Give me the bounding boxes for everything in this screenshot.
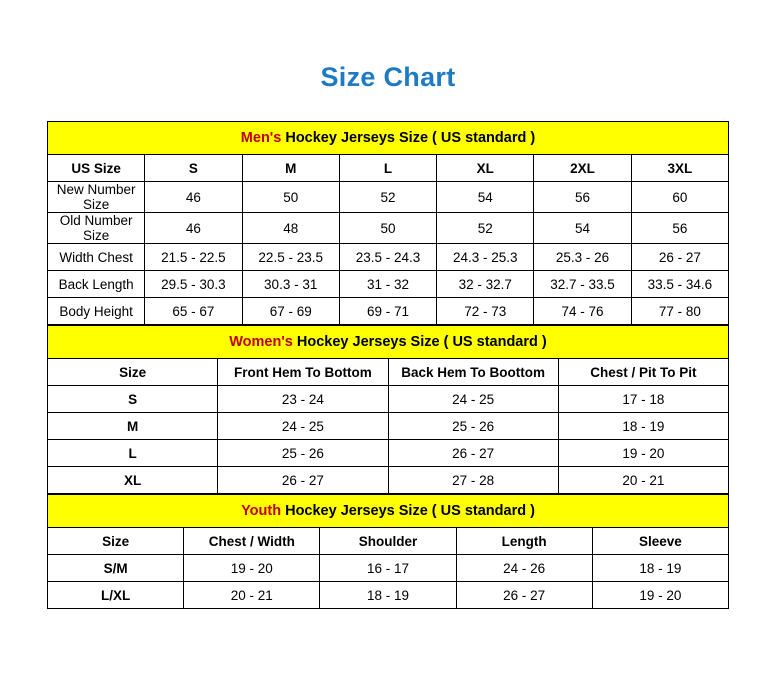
womens-banner-rest: Hockey Jerseys Size ( US standard ) xyxy=(292,334,547,350)
womens-header-cell: Front Hem To Bottom xyxy=(218,359,388,386)
table-row xyxy=(48,440,729,467)
table-cell: 65 - 67 xyxy=(145,298,242,325)
womens-banner-accent: Women's xyxy=(229,334,293,350)
table-cell: 54 xyxy=(437,182,534,213)
table-cell: 67 - 69 xyxy=(242,298,339,325)
table-cell: 18 - 19 xyxy=(558,413,728,440)
table-cell: 32 - 32.7 xyxy=(437,271,534,298)
youth-header-cell: Sleeve xyxy=(592,528,728,555)
table-cell: 30.3 - 31 xyxy=(242,271,339,298)
row-label: M xyxy=(48,413,218,440)
table-cell: 26 - 27 xyxy=(631,244,728,271)
table-cell: 23 - 24 xyxy=(218,386,388,413)
table-cell: 25.3 - 26 xyxy=(534,244,631,271)
table-cell: 25 - 26 xyxy=(218,440,388,467)
table-cell: 26 - 27 xyxy=(218,467,388,494)
youth-header-cell: Length xyxy=(456,528,592,555)
row-label: S xyxy=(48,386,218,413)
youth-banner-accent: Youth xyxy=(241,503,282,519)
table-row xyxy=(48,182,729,213)
mens-header-cell: M xyxy=(242,155,339,182)
mens-header-cell: 2XL xyxy=(534,155,631,182)
table-cell: 50 xyxy=(242,182,339,213)
table-cell: 25 - 26 xyxy=(388,413,558,440)
table-row xyxy=(48,555,729,582)
mens-header-cell: XL xyxy=(437,155,534,182)
table-row xyxy=(48,467,729,494)
table-cell: 20 - 21 xyxy=(184,582,320,609)
youth-header-cell: Shoulder xyxy=(320,528,456,555)
table-cell: 18 - 19 xyxy=(320,582,456,609)
table-cell: 69 - 71 xyxy=(339,298,436,325)
table-cell: 23.5 - 24.3 xyxy=(339,244,436,271)
table-cell: 48 xyxy=(242,213,339,244)
womens-header-cell: Back Hem To Boottom xyxy=(388,359,558,386)
table-cell: 24 - 25 xyxy=(388,386,558,413)
table-cell: 74 - 76 xyxy=(534,298,631,325)
table-cell: 60 xyxy=(631,182,728,213)
youth-banner-cell xyxy=(48,495,729,528)
row-label: Body Height xyxy=(48,298,145,325)
table-cell: 56 xyxy=(631,213,728,244)
table-cell: 16 - 17 xyxy=(320,555,456,582)
youth-size-table xyxy=(47,494,729,609)
mens-banner-row xyxy=(48,122,729,155)
table-cell: 24 - 25 xyxy=(218,413,388,440)
table-cell: 26 - 27 xyxy=(456,582,592,609)
table-row xyxy=(48,582,729,609)
youth-header-cell: Chest / Width xyxy=(184,528,320,555)
table-row xyxy=(48,213,729,244)
mens-header-cell: US Size xyxy=(48,155,145,182)
table-cell: 26 - 27 xyxy=(388,440,558,467)
mens-header-cell: 3XL xyxy=(631,155,728,182)
table-cell: 46 xyxy=(145,182,242,213)
table-cell: 24.3 - 25.3 xyxy=(437,244,534,271)
table-cell: 77 - 80 xyxy=(631,298,728,325)
womens-header-cell: Size xyxy=(48,359,218,386)
mens-header-cell: S xyxy=(145,155,242,182)
table-cell: 27 - 28 xyxy=(388,467,558,494)
table-row xyxy=(48,298,729,325)
table-cell: 20 - 21 xyxy=(558,467,728,494)
mens-header-row xyxy=(48,155,729,182)
mens-header-cell: L xyxy=(339,155,436,182)
row-label: L/XL xyxy=(48,582,184,609)
youth-banner-rest: Hockey Jerseys Size ( US standard ) xyxy=(281,503,535,519)
row-label: Old Number Size xyxy=(48,213,145,244)
youth-banner-row xyxy=(48,495,729,528)
table-cell: 46 xyxy=(145,213,242,244)
mens-banner-accent: Men's xyxy=(240,130,282,146)
row-label: Back Length xyxy=(48,271,145,298)
table-cell: 72 - 73 xyxy=(437,298,534,325)
table-cell: 56 xyxy=(534,182,631,213)
womens-header-cell: Chest / Pit To Pit xyxy=(558,359,728,386)
table-cell: 19 - 20 xyxy=(558,440,728,467)
table-cell: 52 xyxy=(339,182,436,213)
table-cell: 29.5 - 30.3 xyxy=(145,271,242,298)
table-cell: 19 - 20 xyxy=(184,555,320,582)
womens-size-table xyxy=(47,325,729,494)
womens-header-row xyxy=(48,359,729,386)
size-tables xyxy=(47,93,729,609)
table-cell: 31 - 32 xyxy=(339,271,436,298)
row-label: S/M xyxy=(48,555,184,582)
table-cell: 52 xyxy=(437,213,534,244)
table-cell: 19 - 20 xyxy=(592,582,728,609)
table-cell: 50 xyxy=(339,213,436,244)
table-cell: 33.5 - 34.6 xyxy=(631,271,728,298)
row-label: Width Chest xyxy=(48,244,145,271)
table-cell: 18 - 19 xyxy=(592,555,728,582)
row-label: XL xyxy=(48,467,218,494)
youth-header-row xyxy=(48,528,729,555)
mens-banner-cell xyxy=(48,122,729,155)
table-cell: 17 - 18 xyxy=(558,386,728,413)
table-cell: 21.5 - 22.5 xyxy=(145,244,242,271)
page-title: Size Chart xyxy=(320,62,456,92)
table-cell: 24 - 26 xyxy=(456,555,592,582)
mens-banner-rest: Hockey Jerseys Size ( US standard ) xyxy=(281,130,536,146)
youth-header-cell: Size xyxy=(48,528,184,555)
row-label: L xyxy=(48,440,218,467)
womens-banner-row xyxy=(48,326,729,359)
row-label: New Number Size xyxy=(48,182,145,213)
mens-size-table xyxy=(47,121,729,325)
table-row xyxy=(48,386,729,413)
table-cell: 22.5 - 23.5 xyxy=(242,244,339,271)
table-row xyxy=(48,271,729,298)
table-cell: 54 xyxy=(534,213,631,244)
table-cell: 32.7 - 33.5 xyxy=(534,271,631,298)
table-row xyxy=(48,413,729,440)
table-row xyxy=(48,244,729,271)
womens-banner-cell xyxy=(48,326,729,359)
